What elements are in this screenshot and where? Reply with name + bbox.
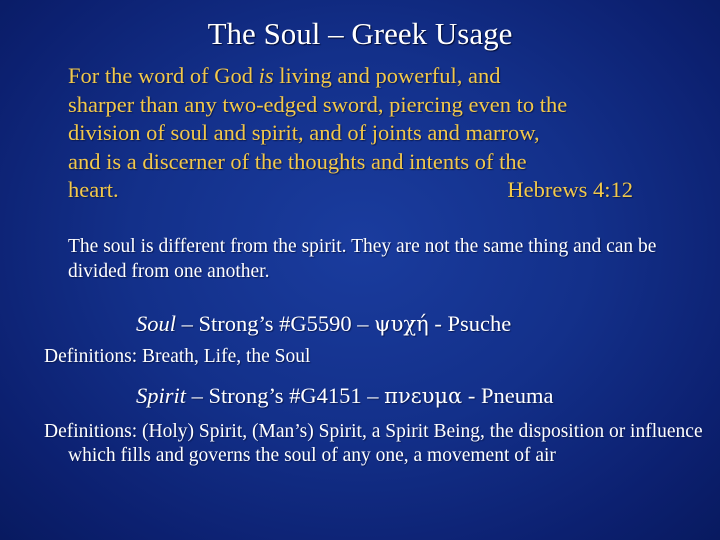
verse-line-1-end: living and powerful, and (273, 63, 501, 88)
verse-line-1-start: For the word of God (68, 63, 259, 88)
verse-italic-word: is (258, 63, 274, 88)
verse-line-5-text: heart. (68, 177, 119, 202)
verse-line-1 (68, 62, 688, 91)
soul-strongs: – Strong’s #G5590 – (176, 311, 375, 336)
verse-line-3: division of soul and spirit, and of joints and marrow, (68, 120, 540, 145)
verse-line-5 (68, 176, 633, 205)
slide-title: The Soul – Greek Usage (207, 16, 513, 51)
spirit-word: Spirit (136, 383, 187, 408)
spirit-definitions: Definitions: (Holy) Spirit, (Man’s) Spirit, a Spirit Being, the disposition or influence which fills and governs the soul of any one, a movement of air (44, 421, 703, 466)
soul-transliteration: - Psuche (428, 311, 512, 336)
verse-line-4: and is a discerner of the thoughts and intents of the (68, 148, 527, 174)
scripture-verse (68, 62, 688, 205)
soul-spirit-note: The soul is different from the spirit. They are not the same thing and can be divided from one another. (68, 236, 657, 282)
soul-term-heading (136, 311, 511, 337)
verse-line-2: sharper than any two-edged sword, piercing even to the (68, 91, 568, 117)
spirit-transliteration: - Pneuma (462, 383, 554, 408)
soul-word: Soul (136, 311, 177, 336)
verse-reference: Hebrews 4:12 (507, 177, 633, 202)
soul-definitions: Definitions: Breath, Life, the Soul (44, 346, 311, 367)
spirit-strongs: – Strong’s #G4151 – (186, 383, 385, 408)
spirit-term-heading (136, 383, 553, 409)
spirit-greek-word: πνευμα (384, 384, 463, 408)
soul-greek-word: ψυχή (374, 312, 429, 336)
